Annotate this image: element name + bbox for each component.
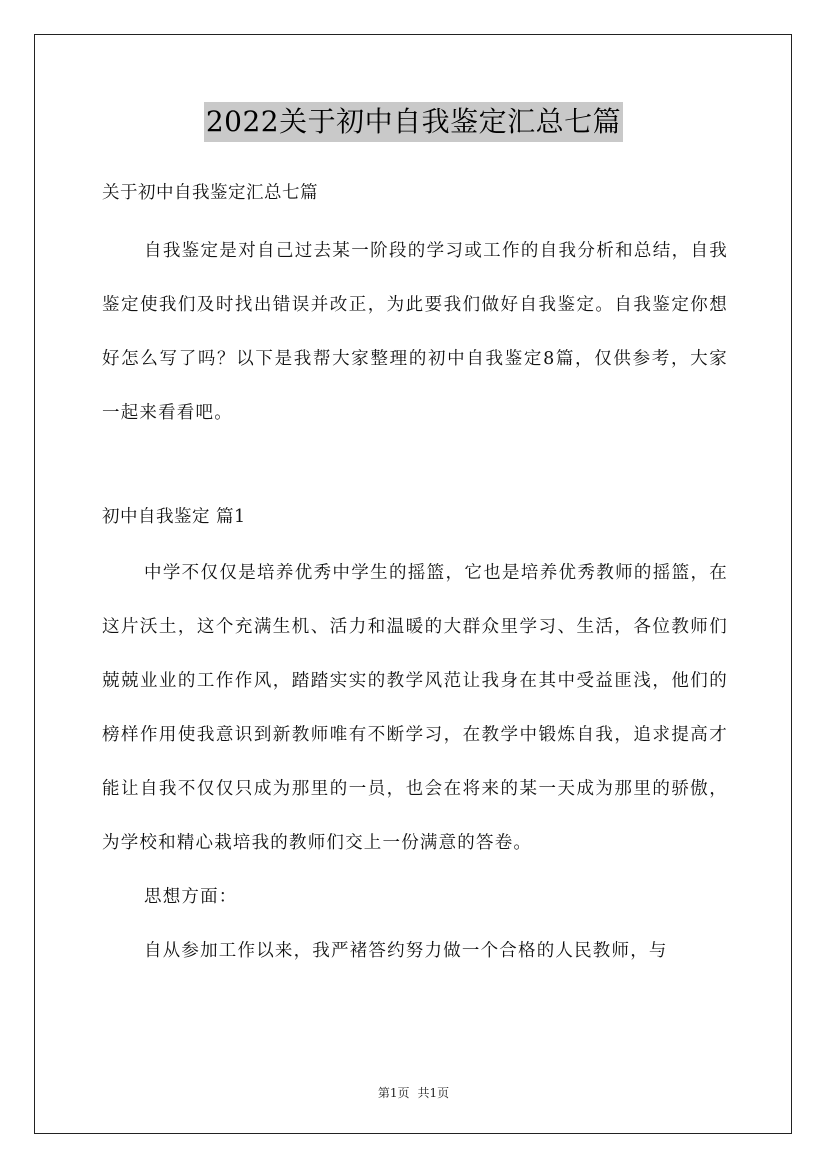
document-body: [102, 174, 728, 978]
page-footer: [0, 1084, 827, 1101]
document-subtitle: 关于初中自我鉴定汇总七篇: [102, 183, 318, 203]
page-number: 第1页: [377, 1086, 410, 1100]
section-paragraph: 中学不仅仅是培养优秀中学生的摇篮，它也是培养优秀教师的摇篮，在这片沃土，这个充满生机、活力和温暖的大群众里学习、生活，各位教师们兢兢业业的工作作风，踏踏实实的教学风范让我身在其中受益匪浅，他们的榜样作用使我意识到新教师唯有不断学习，在教学中锻炼自我，追求提高才能让自我不仅仅只成为那里的一员，也会在将来的某一天成为那里的骄傲，为学校和精心栽培我的教师们交上一份满意的答卷。: [102, 563, 728, 853]
intro-paragraph: 自我鉴定是对自己过去某一阶段的学习或工作的自我分析和总结，自我鉴定使我们及时找出错误并改正，为此要我们做好自我鉴定。自我鉴定你想好怎么写了吗？以下是我帮大家整理的初中自我鉴定8篇，仅供参考，大家一起来看看吧。: [102, 241, 728, 423]
section-subheading: 思想方面：: [144, 887, 238, 907]
page-total: 共1页: [417, 1086, 450, 1100]
section-paragraph-2: 自从参加工作以来，我严褚答约努力做一个合格的人民教师，与: [144, 941, 668, 961]
title-container: [0, 102, 827, 142]
section-heading: 初中自我鉴定 篇1: [102, 507, 246, 527]
document-title: 2022关于初中自我鉴定汇总七篇: [204, 102, 623, 142]
